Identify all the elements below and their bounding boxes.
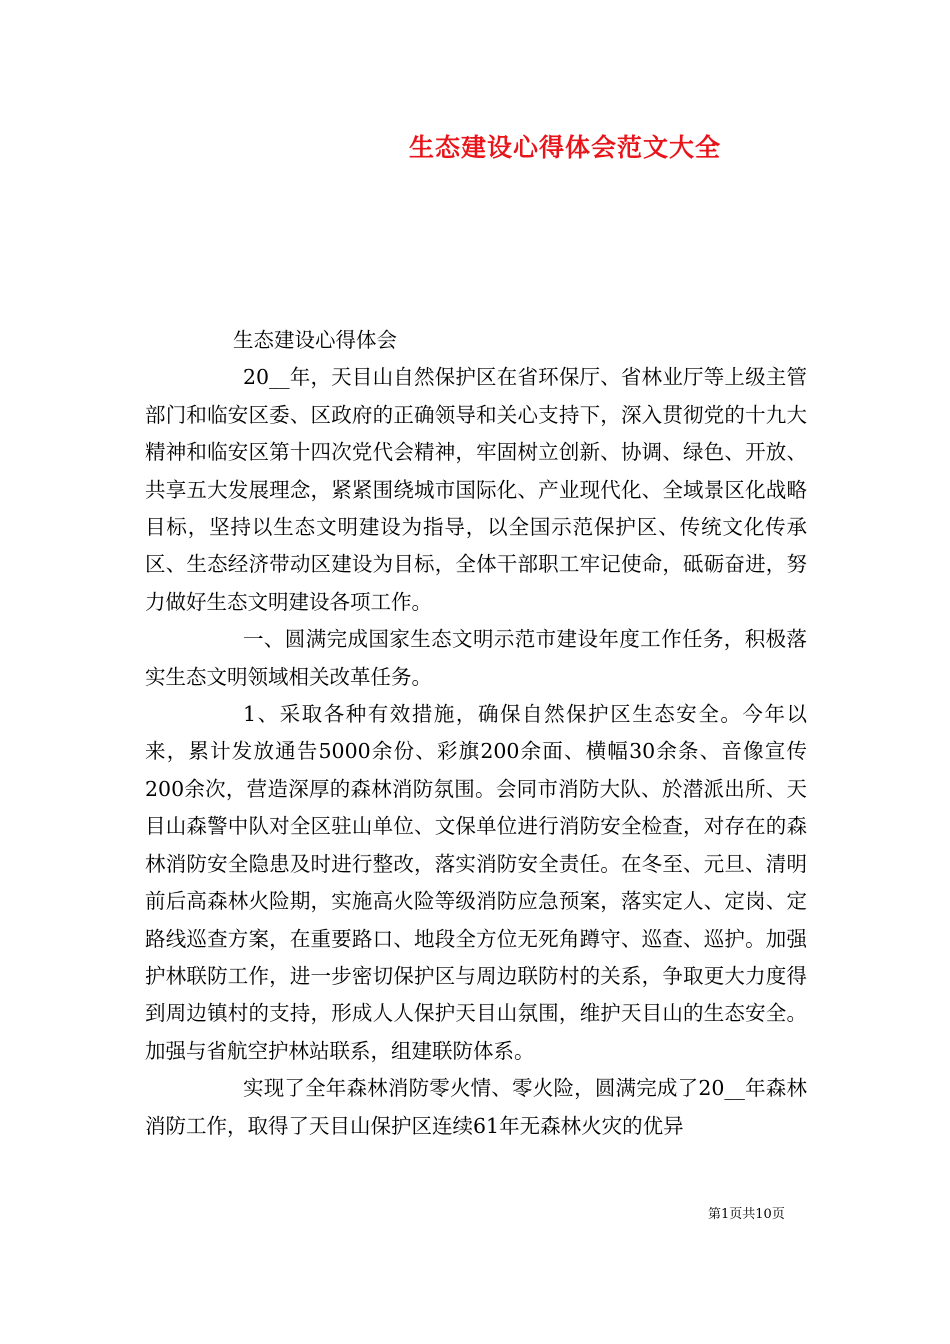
paragraph-section-one: 一、圆满完成国家生态文明示范市建设年度工作任务，积极落实生态文明领域相关改革任务。 — [145, 627, 807, 689]
paragraph-item-one: 1、采取各种有效措施，确保自然保护区生态安全。今年以来，累计发放通告5000余份、彩旗200余面、横幅30余条、音像宣传200余次，营造深厚的森林消防氛围。会同市消防大队、於潜派出所、天目山森警中队对全区驻山单位、文保单位进行消防安全检查，对存在的森林消防安全隐患及时进行整改，落实消防安全责任。在冬至、元旦、清明前后高森林火险期，实施高火险等级消防应急预案，落实定人、定岗、定路线巡查方案，在重要路口、地段全方位无死角蹲守、巡查、巡护。加强护林联防工作，进一步密切保护区与周边联防村的关系，争取更大力度得到周边镇村的支持，形成人人保护天目山氛围，维护天目山的生态安全。加强与省航空护林站联系，组建联防体系。 — [145, 702, 807, 1063]
paragraph-result: 实现了全年森林消防零火情、零火险，圆满完成了20__年森林消防工作，取得了天目山保护区连续61年无森林火灾的优异 — [145, 1076, 807, 1138]
document-subtitle: 生态建设心得体会 — [233, 328, 397, 352]
document-body — [145, 322, 807, 1145]
page-number: 第1页共10页 — [708, 1207, 785, 1222]
document-title: 生态建设心得体会范文大全 — [408, 133, 721, 162]
paragraph-intro: 20__年，天目山自然保护区在省环保厅、省林业厅等上级主管部门和临安区委、区政府的正确领导和关心支持下，深入贯彻党的十九大精神和临安区第十四次党代会精神，牢固树立创新、协调、绿色、开放、共享五大发展理念，紧紧围绕城市国际化、产业现代化、全域景区化战略目标，坚持以生态文明建设为指导，以全国示范保护区、传统文化传承区、生态经济带动区建设为目标，全体干部职工牢记使命，砥砺奋进，努力做好生态文明建设各项工作。 — [145, 365, 807, 614]
